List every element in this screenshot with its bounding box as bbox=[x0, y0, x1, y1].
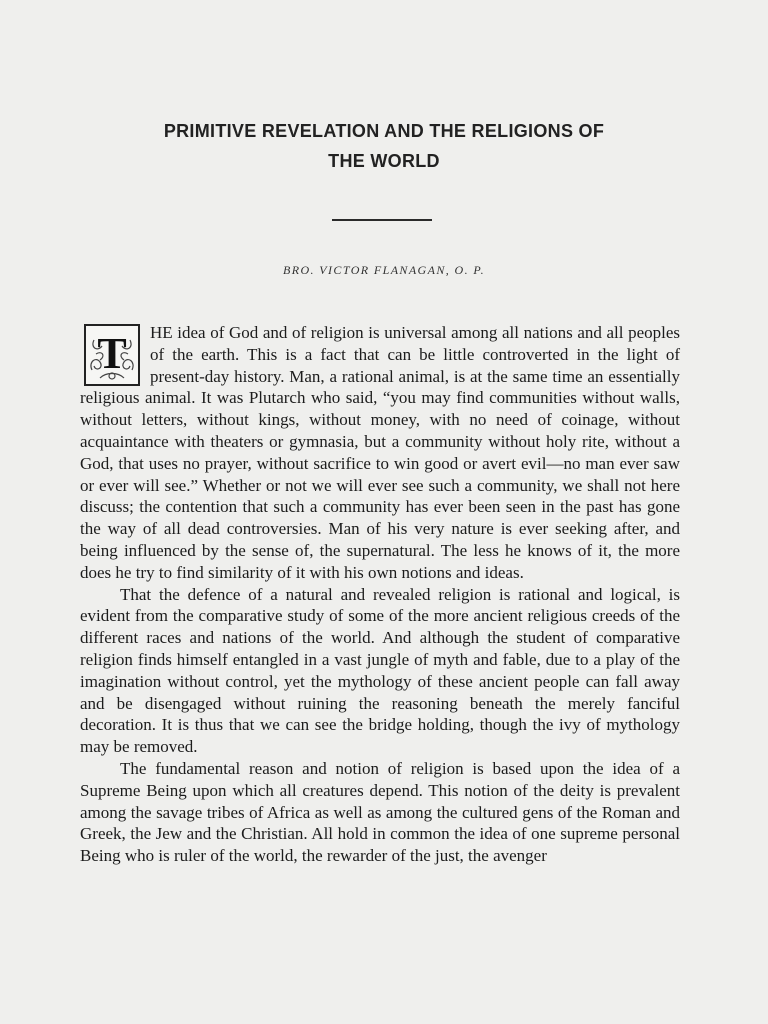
paragraph-2: That the defence of a natural and revealed religion is rational and logical, is evident from the comparative study of some of the more ancient religious creeds of the different races and nations of the world. And although the student of comparative religion finds himself entangled in a vast jungle of myth and fable, due to a play of the imagination without control, yet the mythology of these ancient people can fall away and be disengaged without ruining the reasoning beneath the merely fanciful decoration. It is thus that we can see the bridge holding, though the ivy of mythology may be removed. bbox=[80, 584, 680, 757]
article-title bbox=[90, 116, 678, 176]
article-title-line-2: THE WORLD bbox=[328, 151, 440, 171]
article-title-line-1: PRIMITIVE REVELATION AND THE RELIGIONS OF bbox=[163, 121, 605, 141]
article-body bbox=[80, 322, 680, 867]
drop-cap-letter: T bbox=[97, 329, 127, 378]
title-divider bbox=[332, 219, 432, 221]
paragraph-1 bbox=[80, 322, 680, 584]
paragraph-1-text: HE idea of God and of religion is universal among all nations and all peoples of the earth. This is a fact that can be little controverted in the light of present-day history. Man, a rational animal, is at the same time an essentially religious animal. It was Plutarch who said, “you may find communities without walls, without letters, without kings, without money, with no need of coinage, without acquaintance with theaters or gymnasia, but a community without holy rite, without a God, that uses no prayer, without sacrifice to win good or avert evil—no man ever saw or ever will see.” Whether or not we will ever see such a community, we shall not here discuss; the contention that such a community has ever been seen in the past has gone the way of all dead controversies. Man of his very nature is ever seeking after, and being influenced by the sense of, the supernatural. The less he knows of it, the more does he try to find similarity of it with his own notions and ideas. bbox=[80, 323, 680, 582]
paragraph-3: The fundamental reason and notion of religion is based upon the idea of a Supreme Being upon which all creatures depend. This notion of the deity is prevalent among the savage tribes of Africa as well as among the cultured gens of the Roman and Greek, the Jew and the Christian. All hold in common the idea of one supreme personal Being who is ruler of the world, the rewarder of the just, the avenger bbox=[80, 758, 680, 866]
ornamental-initial-icon bbox=[84, 324, 140, 386]
author-byline: BRO. VICTOR FLANAGAN, O. P. bbox=[282, 263, 486, 277]
